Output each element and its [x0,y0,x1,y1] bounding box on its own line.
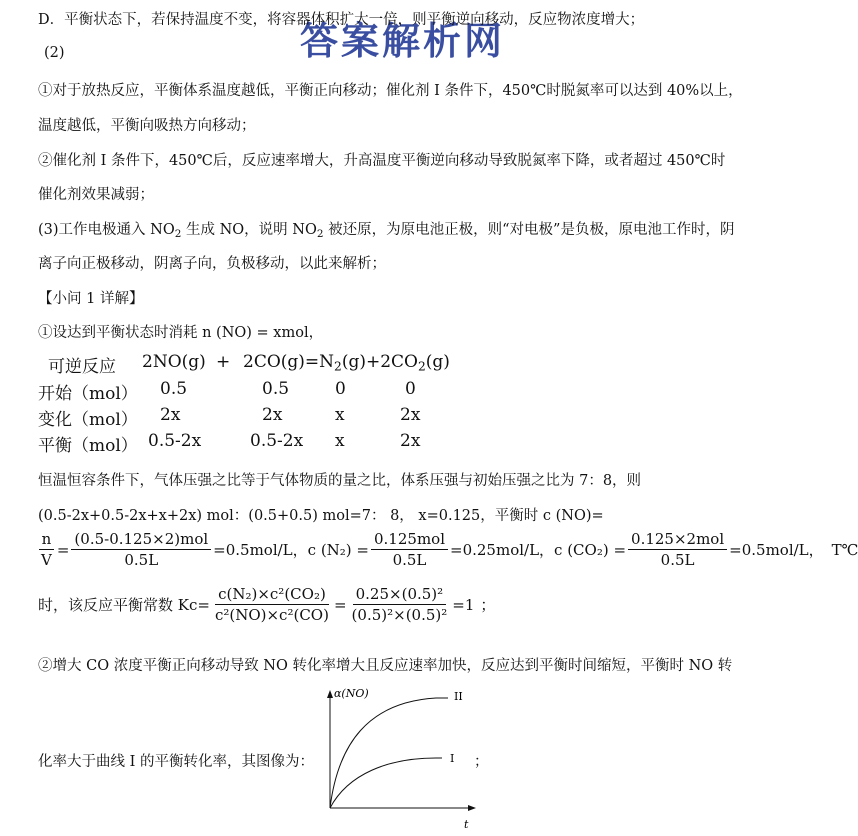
graph-trailing-punct: ； [474,754,489,770]
x-axis-label: t [464,818,469,831]
section-2-heading: (2) [44,45,65,61]
table-header-label: 可逆反应 [48,357,116,377]
line-3b: 离子向正极移动，阴离子向，负极移动，以此来解析； [38,256,386,272]
conversion-graph [318,684,498,832]
line-2-1a: ①对于放热反应，平衡体系温度越低，平衡正向移动；催化剂 I 条件下，450℃时脱氮率可以达到 40%以上， [38,83,743,99]
table-cell: x [335,431,345,451]
pressure-ratio-line: 恒温恒容条件下，气体压强之比等于气体物质的量之比，体系压强与初始压强之比为 7：8，则 [38,473,642,489]
table-cell: 2x [160,405,181,425]
line-2-2a: ②催化剂 I 条件下，450℃后，反应速率增大，升高温度平衡逆向移动导致脱氮率下降，或者超过 450℃时 [38,153,726,169]
assumption-line: ①设达到平衡状态时消耗 n (NO) = xmol， [38,325,324,341]
table-cell: 0.5 [262,379,290,399]
concentration-equation: $\frac{n}{V}$ = $\frac{\text{(0.5-0.125×2)mol}}{0.5L}$ =0.5mol/L，c (N₂) = $\frac{\text{0.125mol}}{0.5L}$ =0.25mol/L，c (CO₂) = $\frac{\text{0.125×2mol}}{0.5L}$ =0.5mol/L， T℃ [36,530,858,569]
line-2-2b: 催化剂效果减弱； [38,187,154,203]
curve-i-label: I [450,752,455,765]
table-cell: 2x [400,431,421,451]
table-cell: 0.5 [160,379,188,399]
line-option-d: D．平衡状态下，若保持温度不变，将容器体积扩大一倍，则平衡逆向移动，反应物浓度增大； [38,12,645,28]
table-cell: 0.5-2x [148,431,202,451]
table-cell: 0 [405,379,416,399]
curve-i [330,758,442,808]
table-cell: 0 [335,379,346,399]
mole-equation-line: (0.5-2x+0.5-2x+x+2x) mol：(0.5+0.5) mol=7： 8， x=0.125，平衡时 c (NO)= [38,508,604,524]
subquestion-1-heading: 【小问 1 详解】 [38,291,144,307]
table-cell: 0.5-2x [250,431,304,451]
curve-ii [330,698,448,808]
table-header-rest: $2CO(g)=N_2(g)+2CO_2(g)$ [243,352,450,374]
x-axis-arrow-icon [468,805,476,811]
y-axis-label: α(NO) [334,687,369,700]
table-row-label: 平衡（mol） [38,436,138,456]
y-axis-arrow-icon [327,690,333,698]
line-3a: (3)工作电极通入 $NO_2$ 生成 NO，说明 $NO_2$ 被还原，为原电池正极，则“对电极”是负极，原电池工作时，阴 [38,222,735,241]
watermark: 答案解析网 [300,19,506,63]
table-cell: 2x [262,405,283,425]
curve-ii-label: II [454,690,463,703]
table-row-label: 变化（mol） [38,410,138,430]
table-cell: 2x [400,405,421,425]
table-header-plus: + [216,352,231,372]
kc-equation: 时，该反应平衡常数 Kc= $\frac{\text{c(N₂)×c²(CO₂)}}{\text{c²(NO)×c²(CO)}}$ = $\frac{\text{0.25×(0.5)²}}{\text{(0.5)²×(0.5)²}}$ =1 ； [38,585,496,624]
table-header-no: 2NO(g) [142,352,206,372]
line-sub2a: ②增大 CO 浓度平衡正向移动导致 NO 转化率增大且反应速率加快，反应达到平衡时间缩短，平衡时 NO 转 [38,658,733,674]
line-2-1b: 温度越低，平衡向吸热方向移动； [38,118,256,134]
table-row-label: 开始（mol） [38,384,138,404]
line-sub2b: 化率大于曲线 I 的平衡转化率，其图像为： [38,754,314,770]
table-cell: x [335,405,345,425]
